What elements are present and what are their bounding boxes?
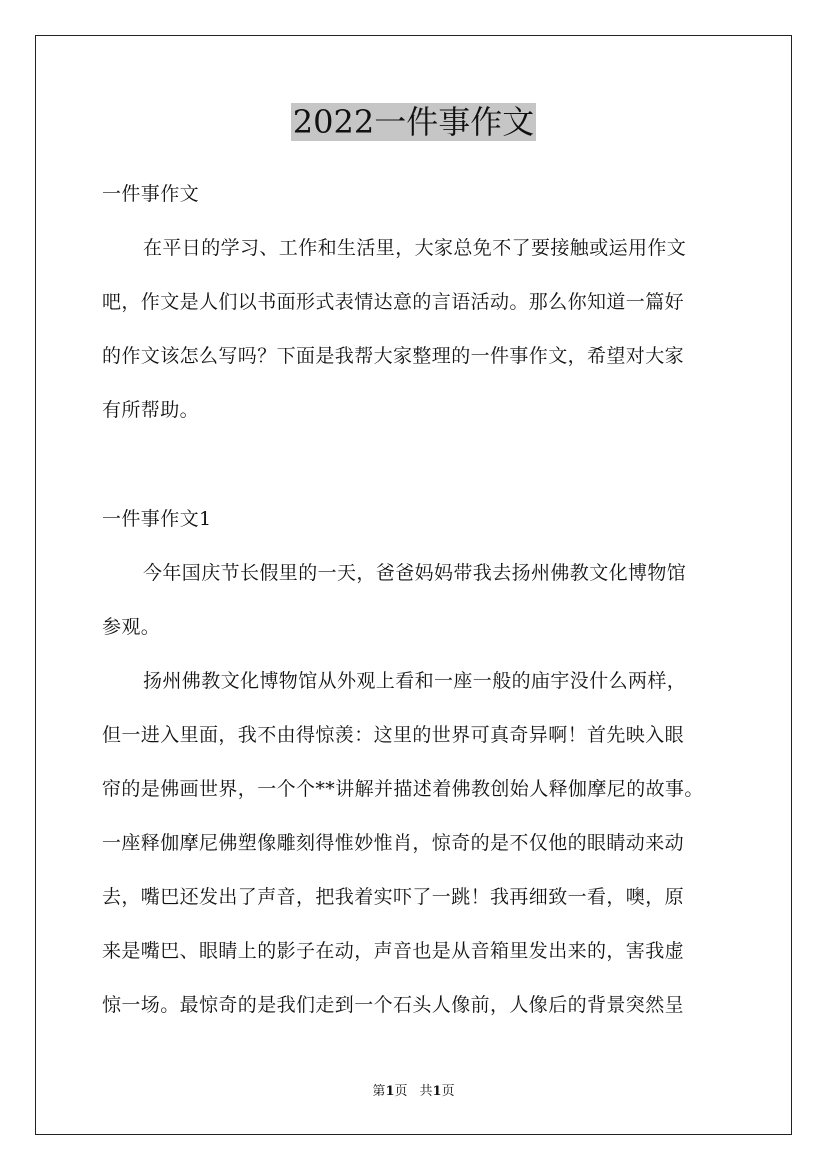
- total-suffix: 页: [441, 1084, 455, 1099]
- paragraph-line: 来是嘴巴、眼睛上的影子在动，声音也是从音箱里发出来的，害我虚: [102, 940, 685, 962]
- paragraph-line: 一座释伽摩尼佛塑像雕刻得惟妙惟肖，惊奇的是不仅他的眼睛动来动: [102, 832, 685, 854]
- section-heading: 一件事作文1: [102, 508, 212, 530]
- paragraph-line: 扬州佛教文化博物馆从外观上看和一座一般的庙宇没什么两样，: [143, 670, 687, 692]
- page-footer: [0, 1083, 827, 1101]
- paragraph-line: 去，嘴巴还发出了声音，把我着实吓了一跳！我再细致一看，噢，原: [102, 886, 685, 908]
- document-title: [0, 100, 827, 144]
- paragraph-line: 的作文该怎么写吗？下面是我帮大家整理的一件事作文，希望对大家: [102, 345, 685, 367]
- paragraph-line: 有所帮助。: [102, 399, 200, 421]
- total-pages: 1: [432, 1084, 442, 1099]
- page-number: 1: [385, 1084, 395, 1099]
- paragraph-line: 吧，作文是人们以书面形式表情达意的言语活动。那么你知道一篇好: [102, 291, 685, 313]
- page-prefix: 第: [372, 1084, 386, 1099]
- page-suffix: 页: [394, 1084, 408, 1099]
- title-text: 2022一件事作文: [292, 103, 535, 141]
- paragraph-line: 但一进入里面，我不由得惊羡：这里的世界可真奇异啊！首先映入眼: [102, 724, 685, 746]
- total-prefix: 共: [419, 1084, 433, 1099]
- paragraph-line: 在平日的学习、工作和生活里，大家总免不了要接触或运用作文: [143, 237, 687, 259]
- paragraph-line: 帘的是佛画世界，一个个**讲解并描述着佛教创始人释伽摩尼的故事。: [102, 778, 704, 800]
- section-heading: 一件事作文: [102, 183, 200, 205]
- paragraph-line: 参观。: [102, 616, 161, 638]
- paragraph-line: 惊一场。最惊奇的是我们走到一个石头人像前，人像后的背景突然呈: [102, 994, 685, 1016]
- paragraph-line: 今年国庆节长假里的一天，爸爸妈妈带我去扬州佛教文化博物馆: [143, 562, 687, 584]
